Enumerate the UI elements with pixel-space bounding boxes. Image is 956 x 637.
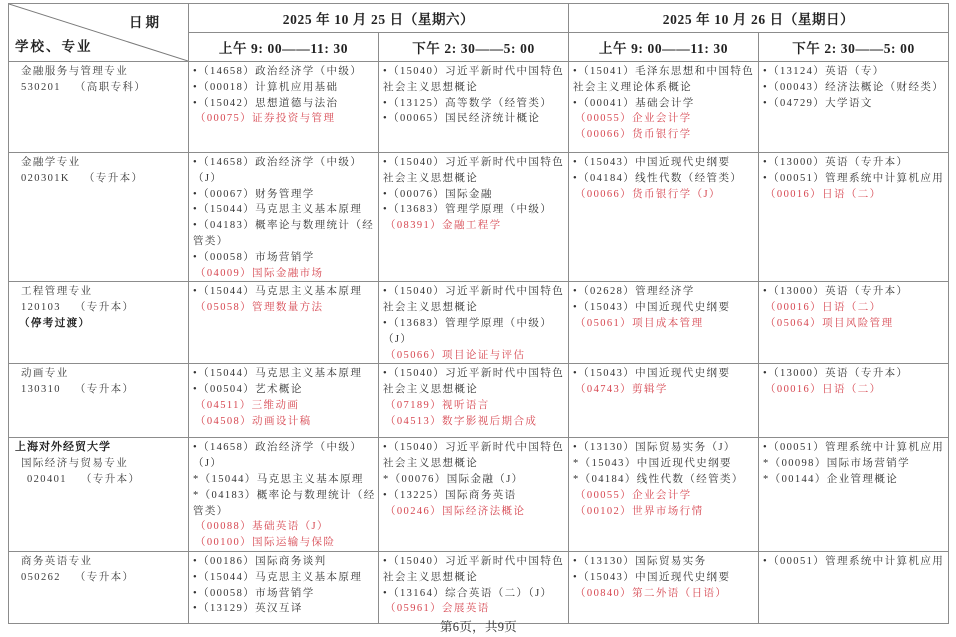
session-header-oct26-morning: 上午 9: 00——11: 30 [569,33,759,62]
course-item: *（04183）概率论与数理统计（经管类） [193,489,376,517]
session-header-oct25-morning: 上午 9: 00——11: 30 [189,33,379,62]
course-item: •（15040）习近平新时代中国特色社会主义思想概论 [383,157,565,184]
major-cell [9,282,189,364]
slot-oct26-afternoon [759,551,949,623]
major-name: 动画专业 [21,368,69,380]
major-code: 020401 [27,473,67,485]
table-row [9,551,949,623]
course-item: •（13130）国际贸易实务 [573,555,707,567]
course-item-highlighted: （00016）日语（二） [765,188,882,200]
course-item: •（15042）思想道德与法治 [193,97,339,109]
course-item: •（15040）习近平新时代中国特色社会主义思想概论 [383,442,565,470]
course-item: •（15043）中国近现代史纲要 [573,157,731,168]
slot-oct25-morning [189,551,379,623]
course-item: •（00051）管理系统中计算机应用 [763,555,945,567]
slot-oct26-morning [569,551,759,623]
course-item: •（14658）政治经济学（中级）（J） [193,157,363,184]
course-item: •（00058）市场营销学 [193,587,315,599]
course-item: •（00058）市场营销学 [193,251,315,263]
course-item: •（00051）管理系统中计算机应用 [763,172,945,184]
course-item: •（13000）英语（专升本） [763,157,909,168]
slot-oct26-morning [569,153,759,282]
course-item: •（15041）毛泽东思想和中国特色社会主义理论体系概论 [573,66,755,93]
course-item-highlighted: （00066）货币银行学（J） [575,188,721,200]
corner-header-cell [9,4,189,62]
course-item: •（15043）中国近现代史纲要 [573,302,731,314]
major-name: 金融服务与管理专业 [21,66,129,77]
major-code: 530201 [21,81,61,93]
course-item: •（13124）英语（专） [763,66,885,77]
course-item: •（00076）国际金融 [383,188,493,200]
course-item-highlighted: （07189）视听语言 [385,399,490,411]
course-item: •（04184）线性代数（经管类） [573,172,743,184]
major-code: 120103 [21,302,61,314]
course-item-highlighted: （00055）企业会计学 [575,489,692,501]
slot-oct25-afternoon [379,153,569,282]
date-axis-label: 日期 [129,15,162,30]
major-code-line [27,472,184,488]
table-row [9,364,949,438]
course-item-highlighted: （04508）动画设计稿 [195,415,312,427]
table-row [9,62,949,153]
course-item-highlighted: （00102）世界市场行情 [575,505,704,517]
course-item: •（00065）国民经济统计概论 [383,113,541,125]
slot-oct25-afternoon [379,62,569,153]
course-item: *（00098）国际市场营销学 [763,458,911,470]
table-header [9,4,949,62]
date-header-row [9,4,949,33]
slot-oct26-morning [569,364,759,438]
major-code-line [21,80,184,96]
major-cell [9,153,189,282]
slot-oct26-morning [569,438,759,552]
slot-oct26-afternoon [759,282,949,364]
course-item-highlighted: （05061）项目成本管理 [575,317,704,329]
course-item: •（13000）英语（专升本） [763,286,909,298]
course-item: •（00504）艺术概论 [193,384,303,396]
course-item-highlighted: （00840）第二外语（日语） [575,587,728,599]
course-item-highlighted: （00088）基础英语（J） [195,521,329,533]
course-item-highlighted: （00016）日语（二） [765,302,882,314]
course-item: •（00067）财务管理学 [193,188,315,200]
course-item-highlighted: （05058）管理数量方法 [195,302,324,314]
course-item: *（15044）马克思主义基本原理 [193,473,364,485]
course-item: •（15043）中国近现代史纲要 [573,368,731,380]
course-item: •（13683）管理学原理（中级） [383,204,553,216]
course-item: •（14658）政治经济学（中级） [193,66,363,77]
course-item-highlighted: （00016）日语（二） [765,384,882,396]
course-item: *（00076）国际金融（J） [383,473,524,485]
education-level: （高职专科） [74,81,147,93]
slot-oct25-afternoon [379,364,569,438]
course-item: •（00018）计算机应用基础 [193,81,339,93]
course-item: •（13164）综合英语（二）（J） [383,587,553,599]
slot-oct25-afternoon [379,282,569,364]
status-note: （停考过渡） [19,317,91,329]
major-code-line [21,300,184,316]
major-name: 商务英语专业 [21,555,93,567]
major-code: 130310 [21,384,61,396]
exam-schedule-table [8,3,949,624]
slot-oct26-afternoon [759,62,949,153]
slot-oct25-morning [189,62,379,153]
major-cell [9,62,189,153]
table-row [9,282,949,364]
table-row [9,438,949,552]
course-item: •（15040）习近平新时代中国特色社会主义思想概论 [383,368,565,396]
course-item-highlighted: （05066）项目论证与评估 [385,349,526,361]
course-item: •（04729）大学语文 [763,97,873,109]
slot-oct26-morning [569,62,759,153]
major-code: 050262 [21,571,61,583]
session-header-oct25-afternoon: 下午 2: 30——5: 00 [379,33,569,62]
table-body [9,62,949,624]
course-item-highlighted: （00055）企业会计学 [575,113,692,125]
slot-oct25-afternoon [379,438,569,552]
course-item: *（15043）中国近现代史纲要 [573,458,732,470]
slot-oct25-afternoon [379,551,569,623]
slot-oct26-afternoon [759,438,949,552]
major-name: 金融学专业 [21,157,81,168]
course-item: •（02628）管理经济学 [573,286,695,298]
slot-oct25-morning [189,438,379,552]
slot-oct26-afternoon [759,364,949,438]
school-name: 上海对外经贸大学 [15,441,111,454]
education-level: （专升本） [74,571,135,583]
education-level: （专升本） [80,473,141,485]
education-level: （专升本） [74,302,135,314]
course-item: •（13130）国际贸易实务（J） [573,442,736,454]
education-level: （专升本） [83,172,144,184]
major-cell [9,438,189,552]
course-item: •（15040）习近平新时代中国特色社会主义思想概论 [383,66,565,93]
course-item: •（04183）概率论与数理统计（经管类） [193,220,375,247]
course-item: •（15044）马克思主义基本原理 [193,204,363,216]
course-item: •（15044）马克思主义基本原理 [193,286,363,298]
major-name: 国际经济与贸易专业 [21,458,129,470]
course-item: •（00051）管理系统中计算机应用 [763,442,945,454]
slot-oct26-afternoon [759,153,949,282]
course-item: •（00041）基础会计学 [573,97,695,109]
course-item: •（13000）英语（专升本） [763,368,909,380]
major-code-line [21,382,184,398]
course-item-highlighted: （00075）证券投资与管理 [195,113,336,125]
course-item: •（00186）国际商务谈判 [193,555,327,567]
course-item: •（13225）国际商务英语 [383,489,517,501]
course-item: •（00043）经济法概论（财经类） [763,81,945,93]
course-item-highlighted: （04009）国际金融市场 [195,267,324,279]
slot-oct25-morning [189,153,379,282]
course-item-highlighted: （00066）货币银行学 [575,129,692,141]
major-code: 020301K [21,172,70,184]
major-code-line [21,570,184,586]
session-header-oct26-afternoon: 下午 2: 30——5: 00 [759,33,949,62]
education-level: （专升本） [74,384,135,396]
course-item-highlighted: （05961）会展英语 [385,603,490,615]
school-major-axis-label: 学校、专业 [15,39,93,54]
page-number: 第6页，共9页 [440,620,518,634]
table-row [9,153,949,282]
course-item-highlighted: （00100）国际运输与保险 [195,537,336,549]
course-item: *（00144）企业管理概论 [763,473,899,485]
course-item-highlighted: （04513）数字影视后期合成 [385,415,538,427]
course-item: •（13683）管理学原理（中级）（J） [383,317,553,345]
course-item: •（13125）高等数学（经管类） [383,97,553,109]
date-header-oct26: 2025 年 10 月 26 日（星期日） [569,4,949,33]
course-item: •（13129）英汉互译 [193,603,303,615]
slot-oct26-morning [569,282,759,364]
major-cell [9,551,189,623]
course-item: •（15044）马克思主义基本原理 [193,368,363,380]
course-item-highlighted: （08391）金融工程学 [385,220,502,232]
course-item: •（15040）习近平新时代中国特色社会主义思想概论 [383,555,565,583]
slot-oct25-morning [189,364,379,438]
slot-oct25-morning [189,282,379,364]
major-code-line [21,171,184,187]
course-item: •（15043）中国近现代史纲要 [573,571,731,583]
course-item-highlighted: （00246）国际经济法概论 [385,505,526,517]
course-item-highlighted: （04511）三维动画 [195,399,300,411]
course-item: *（04184）线性代数（经管类） [573,473,744,485]
major-cell [9,364,189,438]
course-item-highlighted: （04743）剪辑学 [575,384,668,396]
course-item: •（15044）马克思主义基本原理 [193,571,363,583]
date-header-oct25: 2025 年 10 月 25 日（星期六） [189,4,569,33]
course-item: •（14658）政治经济学（中级）（J） [193,442,363,470]
course-item: •（15040）习近平新时代中国特色社会主义思想概论 [383,286,565,314]
course-item-highlighted: （05064）项目风险管理 [765,317,894,329]
major-name: 工程管理专业 [21,286,93,298]
